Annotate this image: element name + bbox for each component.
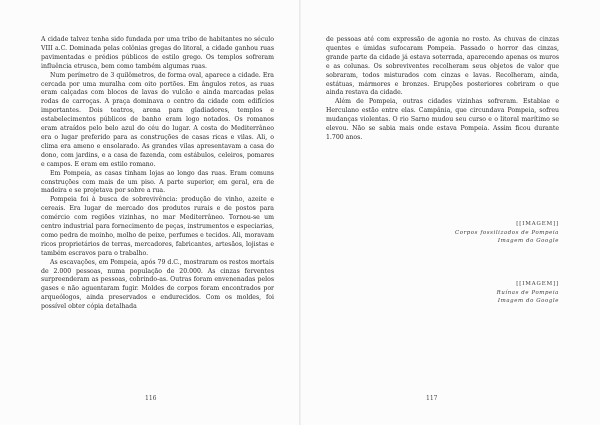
- paragraph: Em Pompeia, as casas tinham lojas ao longo das ruas. Eram comuns construções com mais de um piso. A parte superior, em geral, era de madeira e se projetava por sobre a rua.: [41, 169, 274, 195]
- page-number: 116: [145, 395, 157, 402]
- figure-caption-text: Corpos fossilizados de Pompeia: [455, 229, 559, 236]
- figure-caption-text: Ruínas de Pompeia: [496, 289, 559, 296]
- right-text-column: [326, 36, 559, 143]
- paragraph: de pessoas até com expressão de agonia no rosto. As chuvas de cinzas quentes e úmidas sufocaram Pompeia. Passado o horror das cinzas, grande parte da cidade já estava soterrada, aparecendo apenas os muros e as colunas. Os sobreviventes recolheram seus objetos de valor que sobraram, todos misturados com cinzas e lavas. Recolheram, ainda, estátuas, mármores e bronzes. Erupções posteriores cobriram o que ainda restava da cidade.: [326, 36, 559, 97]
- figure-credit: Imagem do Google: [497, 298, 559, 305]
- figure-caption-2: [409, 280, 559, 306]
- paragraph: A cidade talvez tenha sido fundada por uma tribo de habitantes no século VIII a.C. Dominada pelas colônias gregas do litoral, a cidade ganhou ruas pavimentadas e prédios públicos de estilo grego. Os templos sofreram influência etrusca, bem como também algumas ruas.: [41, 36, 274, 70]
- image-placeholder-tag: [[IMAGEM]]: [516, 221, 559, 227]
- paragraph: Num perímetro de 3 quilômetros, de forma oval, aparece a cidade. Era cercada por uma muralha com oito portões. Em ângulos retos, as ruas eram calçadas com blocos de lavas do vulcão e ainda marcadas pelas rodas de carroças. A praça dominava o centro da cidade com edifícios importantes. Dois teatros, arena para gladiadores, templos e estabelecimentos públicos de banho eram logo notados. Os romanos eram atraídos pelo belo azul do céu do lugar. A costa do Mediterrâneo era o lugar preferido para as construções de casas ricas e vilas. Ali, o clima era ameno e ensolarado. As grandes vilas apresentavam a casa do dono, com jardins, e a casa de fazenda, com estábulos, celeiros, pomares e campos. E eram em estilo romano.: [41, 71, 274, 168]
- paragraph: Além de Pompeia, outras cidades vizinhas sofreram. Estabiae e Herculano estão entre elas. Campânia, que circundava Pompeia, sofreu mudanças violentas. O rio Sarno mudou seu curso e o litoral marítimo se elevou. Não se sabia mais onde estava Pompeia. Assim ficou durante 1.700 anos.: [326, 98, 559, 141]
- paragraph: Pompeia foi à busca de sobrevivência: produção de vinho, azeite e cereais. Era lugar de mercado dos produtos rurais e de postos para comércio com regiões vizinhas, no mar Mediterrâneo. Tornou-se um centro industrial para fornecimento de peças, instrumentos e especiarias, como pedra de moinho, molho de peixe, perfumes e tecidos. Ali, moravam ricos proprietários de terras, mercadores, fabricantes, artesãos, lojistas e também escravos para o trabalho.: [41, 196, 274, 257]
- paragraph: As escavações, em Pompeia, após 79 d.C., mostraram os restos mortais de 2.000 pessoas, numa população de 20.000. As cinzas ferventes surpreenderam as pessoas, cobrindo-as. Outras foram envenenadas pelos gases e não aguentaram fugir. Moldes de corpos foram encontrados por arqueólogos, ainda preservados e endurecidos. Com os moldes, foi possível obter cópia detalhada: [41, 258, 274, 311]
- right-page: [300, 0, 600, 425]
- left-text-column: [41, 36, 274, 312]
- figure-credit: Imagem do Google: [497, 238, 559, 245]
- image-placeholder-tag: [[IMAGEM]]: [516, 281, 559, 287]
- page-number: 117: [426, 395, 438, 402]
- figure-caption-1: [409, 220, 559, 246]
